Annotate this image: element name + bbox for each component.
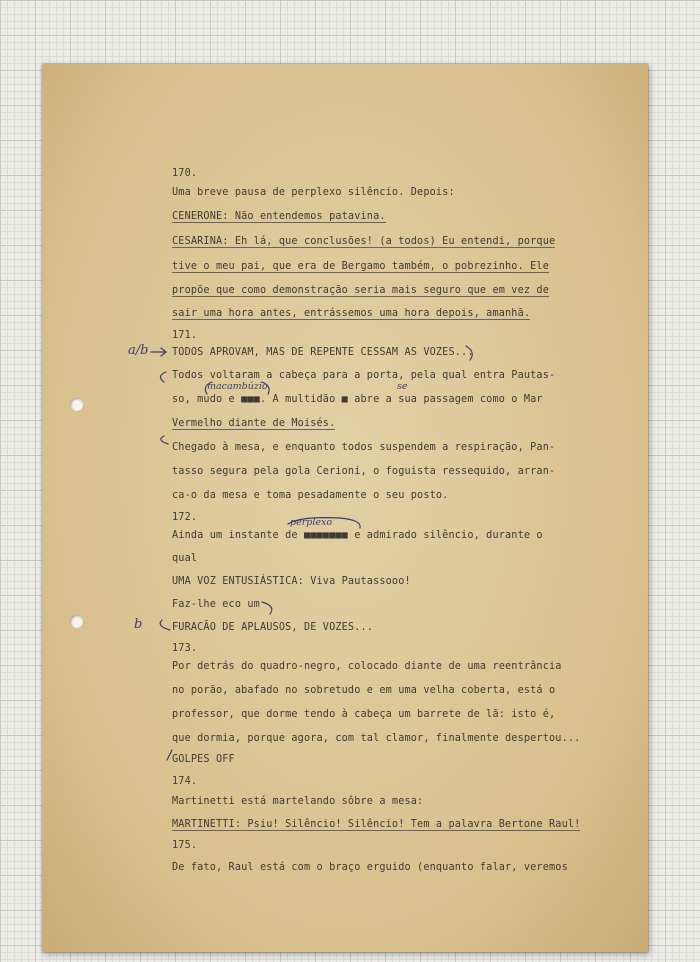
scene-number: 174. — [172, 776, 198, 787]
text-line: qual — [172, 553, 198, 564]
handwritten-correction: perplexo — [290, 517, 333, 528]
text-line: que dormia, porque agora, com tal clamor, finalmente despertou... — [172, 733, 581, 744]
text-line: sair uma hora antes, entrássemos uma hora depois, amanhã. — [172, 308, 531, 319]
text-line: Todos voltaram a cabeça para a porta, pela qual entra Pautas- — [172, 370, 556, 381]
handwritten-correction: se — [397, 381, 408, 392]
text-line: TODOS APROVAM, MAS DE REPENTE CESSAM AS VOZES... — [172, 347, 474, 358]
text-line: De fato, Raul está com o braço erguido (enquanto falar, veremos — [172, 862, 568, 873]
text-line: UMA VOZ ENTUSIÁSTICA: Viva Pautassooo! — [172, 576, 411, 587]
text-line: Uma breve pausa de perplexo silêncio. Depois: — [172, 187, 455, 198]
text-line: Chegado à mesa, e enquanto todos suspendem a respiração, Pan- — [172, 442, 556, 453]
text-line: Vermelho diante de Moisés. — [172, 418, 336, 429]
scene-number: 173. — [172, 643, 198, 654]
text-line: so, mudo e ■■■. A multidão ■ abre a sua passagem como o Mar — [172, 394, 543, 405]
text-line: ca-o da mesa e toma pesadamente o seu posto. — [172, 490, 449, 501]
text-line: Faz-lhe eco um — [172, 599, 260, 610]
text-line: propõe que como demonstração seria mais seguro que em vez de — [172, 285, 550, 296]
text-line: tive o meu pai, que era de Bergamo também, o pobrezinho. Ele — [172, 261, 550, 272]
text-line: CESARINA: Eh lá, que conclusões! (a todos) Eu entendi, porque — [172, 236, 556, 247]
text-line: professor, que dorme tendo à cabeça um barrete de lã: isto é, — [172, 709, 556, 720]
text-line: Ainda um instante de ■■■■■■■ e admirado silêncio, durante o — [172, 530, 543, 541]
text-line: CENERONE: Não entendemos patavina. — [172, 211, 386, 222]
text-line: Martinetti está martelando sôbre a mesa: — [172, 796, 424, 807]
scene-number: 172. — [172, 512, 198, 523]
text-line: tasso segura pela gola Cerioni, o foguista ressequido, arran- — [172, 466, 556, 477]
text-line: FURACÃO DE APLAUSOS, DE VOZES... — [172, 622, 374, 633]
scene-number: 175. — [172, 840, 198, 851]
handwritten-correction: macambúzio — [207, 381, 268, 392]
margin-note-ab: a/b — [128, 343, 149, 358]
text-line: Por detrás do quadro-negro, colocado diante de uma reentrância — [172, 661, 562, 672]
scene-number: 171. — [172, 330, 198, 341]
text-line: MARTINETTI: Psiu! Silêncio! Silêncio! Tem a palavra Bertone Raul! — [172, 819, 581, 830]
text-line: no porão, abafado no sobretudo e em uma velha coberta, está o — [172, 685, 556, 696]
text-line: GOLPES OFF — [172, 754, 235, 765]
scene-number: 170. — [172, 168, 198, 179]
margin-note-b: b — [134, 617, 143, 632]
